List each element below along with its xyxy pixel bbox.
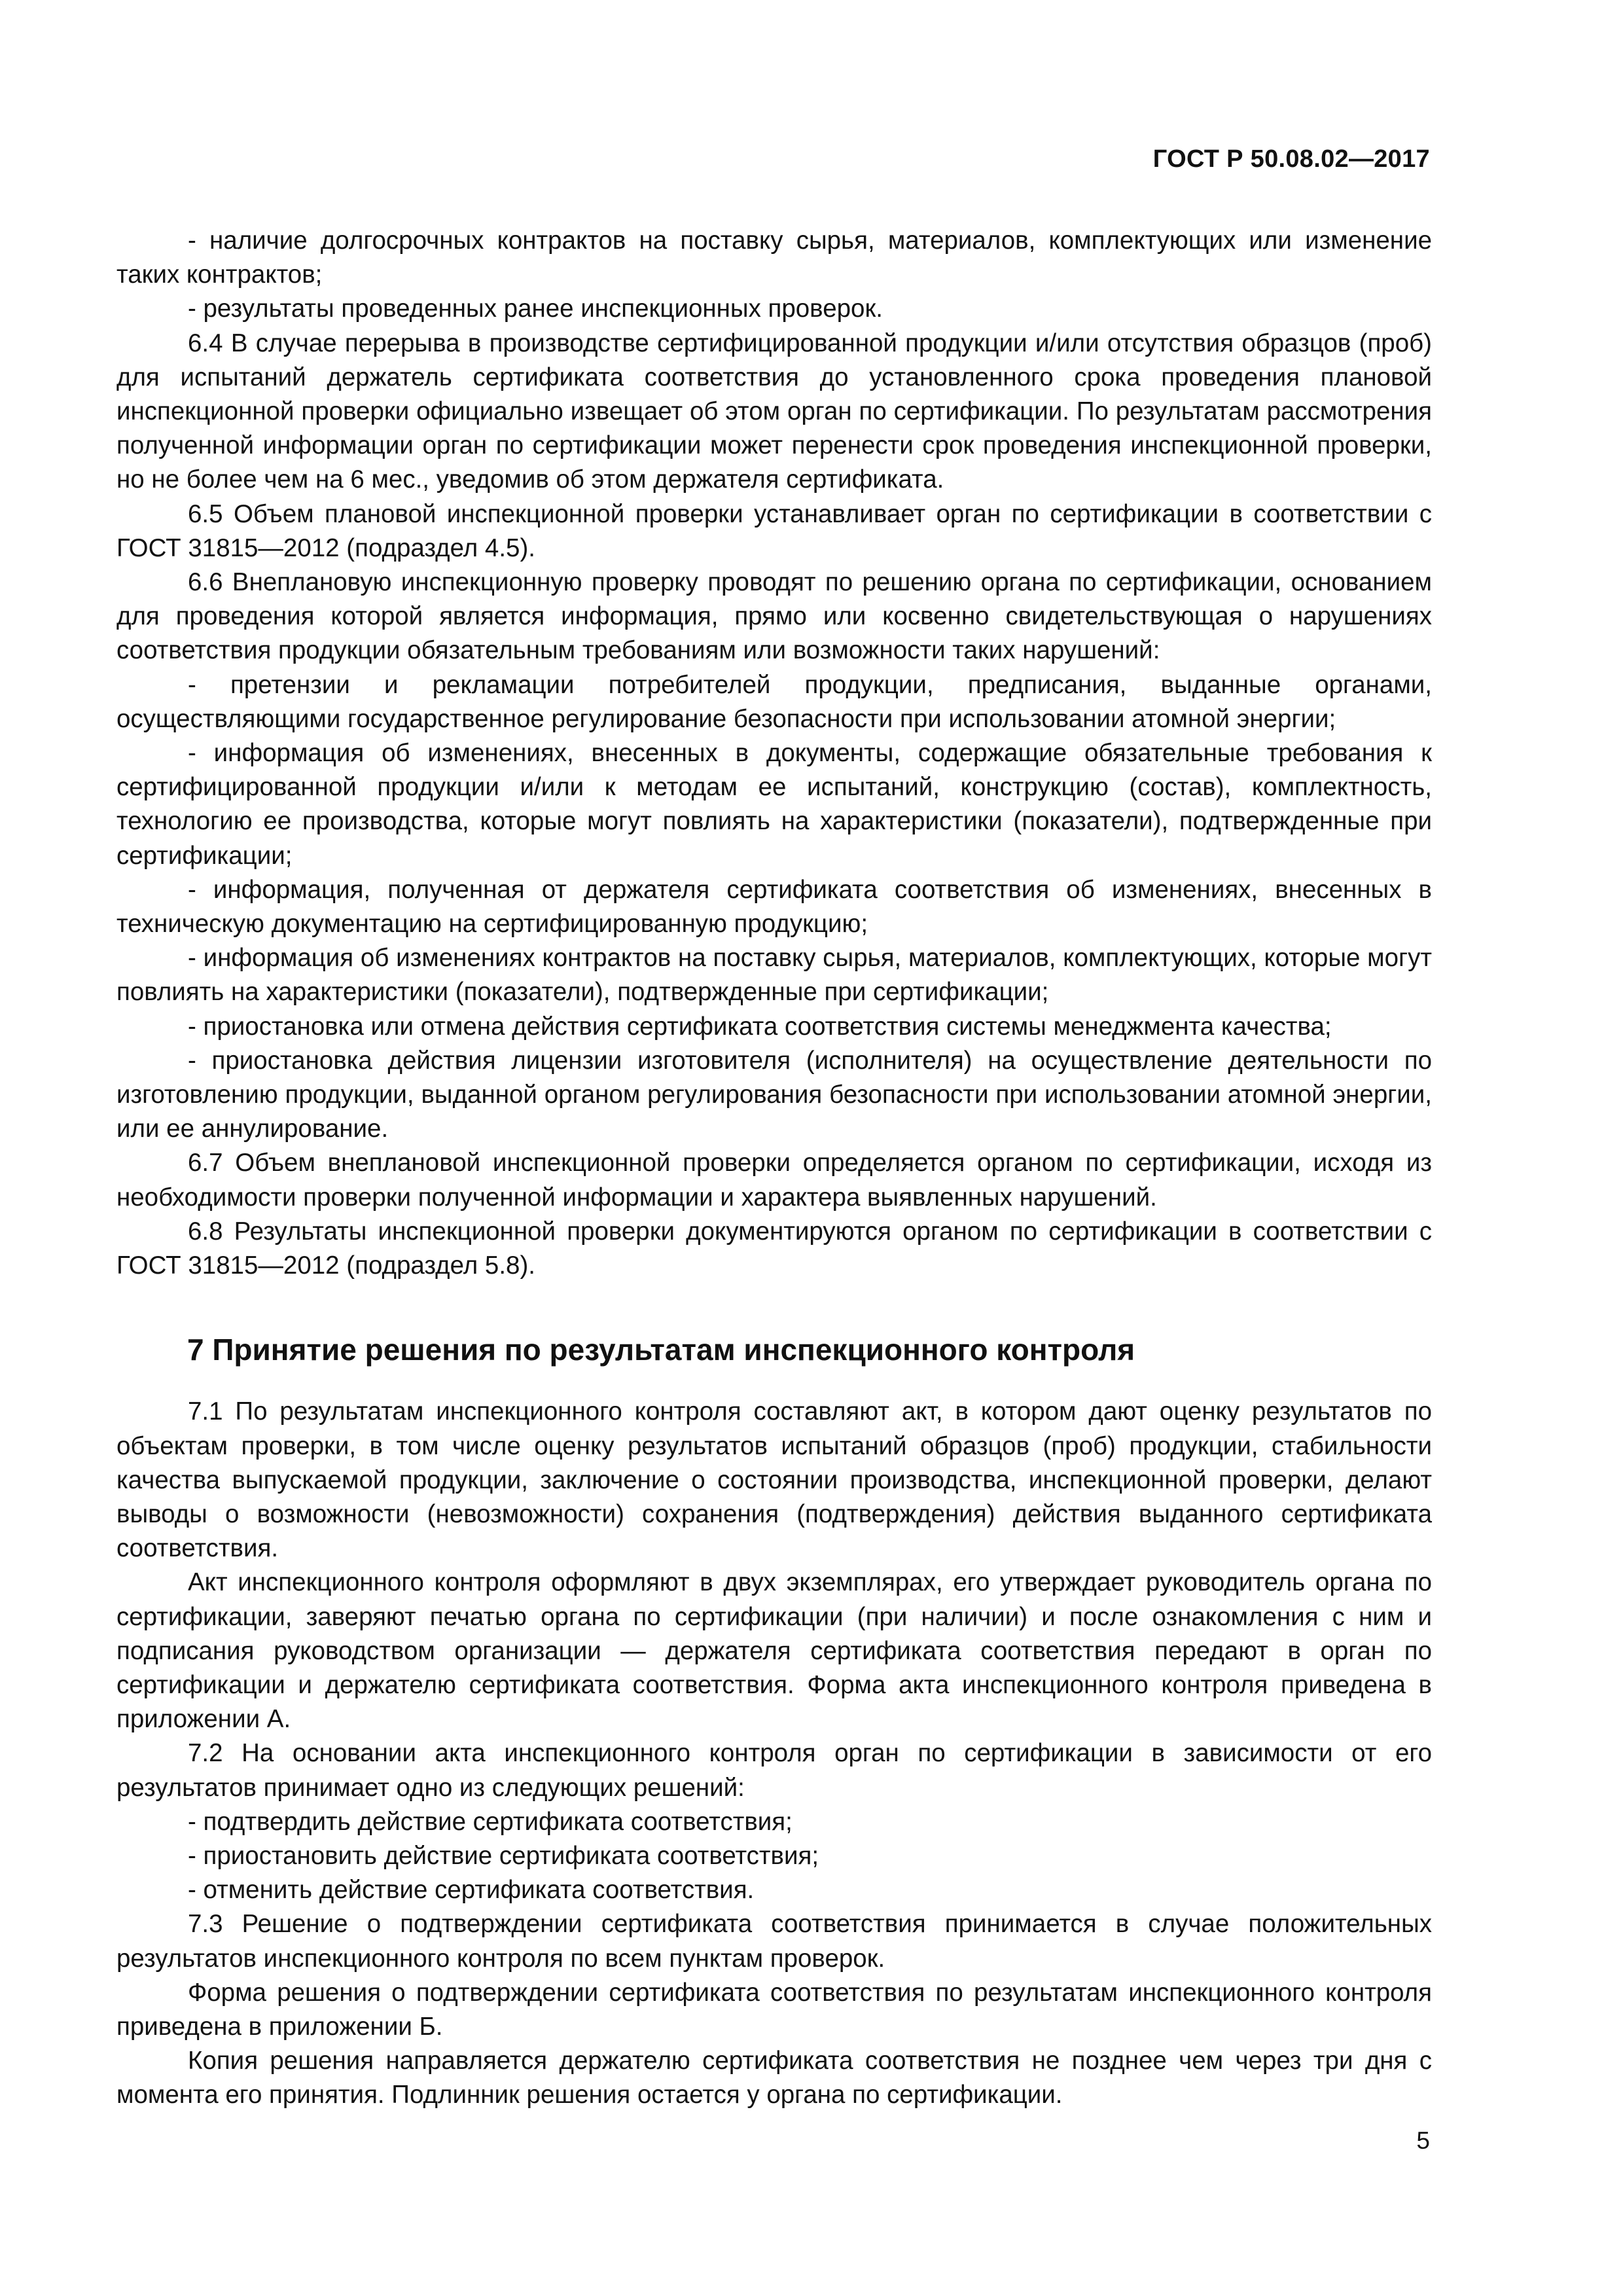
page-number: 5 <box>1416 2127 1430 2154</box>
paragraph-clause-6-4: 6.4 В случае перерыва в производстве сертифицированной продукции и/или отсутствия образцов (проб) для испытаний держатель сертификата соответствия до установленного срока проведения плановой инспекционной проверки официально извещает об этом орган по сертификации. По результатам рассмотрения полученной информации орган по сертификации может перенести срок проведения инспекционной проверки, но не более чем на 6 мес., уведомив об этом держателя сертификата. <box>116 329 1432 494</box>
list-item: - приостановка действия лицензии изготовителя (исполнителя) на осуществление деятельности по изготовлению продукции, выданной органом регулирования безопасности при использовании атомной энергии, или ее аннулирование. <box>116 1046 1432 1143</box>
list-item: - информация, полученная от держателя сертификата соответствия об изменениях, внесенных в техническую документацию на сертифицированную продукцию; <box>116 875 1432 939</box>
list-item: - приостановка или отмена действия сертификата соответствия системы менеджмента качества; <box>188 1012 1332 1041</box>
paragraph: - результаты проведенных ранее инспекционных проверок. <box>188 295 883 323</box>
list-item: - информация об изменениях контрактов на поставку сырья, материалов, комплектующих, которые могут повлиять на характеристики (показатели), подтвержденные при сертификации; <box>116 944 1432 1007</box>
paragraph: Копия решения направляется держателю сертификата соответствия не позднее чем через три дня с момента его принятия. Подлинник решения остается у органа по сертификации. <box>116 2047 1432 2109</box>
paragraph-clause-6-7: 6.7 Объем внеплановой инспекционной проверки определяется органом по сертификации, исходя из необходимости проверки полученной информации и характера выявленных нарушений. <box>116 1149 1432 1211</box>
paragraph: Акт инспекционного контроля оформляют в двух экземплярах, его утверждает руководитель органа по сертификации, заверяют печатью органа по сертификации (при наличии) и после ознакомления с ним и подписания руководством организации — держателя сертификата соответствия передают в орган по сертификации и держателю сертификата соответствия. Форма акта инспекционного контроля приведена в приложении А. <box>116 1568 1432 1734</box>
list-item: - претензии и рекламации потребителей продукции, предписания, выданные органами, осуществляющими государственное регулирование безопасности при использовании атомной энергии; <box>116 670 1432 733</box>
list-item: - приостановить действие сертификата соответствия; <box>188 1841 819 1870</box>
paragraph-clause-6-6: 6.6 Внеплановую инспекционную проверку проводят по решению органа по сертификации, основанием для проведения которой является информация, прямо или косвенно свидетельствующая о нарушениях соответствия продукции обязательным требованиям или возможности таких нарушений: <box>116 568 1432 665</box>
paragraph-clause-7-2: 7.2 На основании акта инспекционного контроля орган по сертификации в зависимости от его результатов принимает одно из следующих решений: <box>116 1739 1432 1802</box>
section-7-heading: 7 Принятие решения по результатам инспекционного контроля <box>187 1333 1135 1367</box>
paragraph: Форма решения о подтверждении сертификата соответствия по результатам инспекционного контроля приведена в приложении Б. <box>116 1978 1432 2041</box>
list-item: - подтвердить действие сертификата соответствия; <box>188 1807 793 1836</box>
paragraph-clause-6-8: 6.8 Результаты инспекционной проверки документируются органом по сертификации в соответствии с ГОСТ 31815—2012 (подраздел 5.8). <box>116 1217 1432 1280</box>
paragraph-clause-7-1: 7.1 По результатам инспекционного контроля составляют акт, в котором дают оценку результатов по объектам проверки, в том числе оценку результатов испытаний образцов (проб) продукции, стабильности качества выпускаемой продукции, заключение о состоянии производства, инспекционной проверки, делают выводы о возможности (невозможности) сохранения (подтверждения) действия выданного сертификата соответствия. <box>116 1397 1432 1563</box>
document-body <box>116 224 1432 2113</box>
paragraph-clause-7-3: 7.3 Решение о подтверждении сертификата соответствия принимается в случае положительных результатов инспекционного контроля по всем пунктам проверок. <box>116 1910 1432 1973</box>
paragraph-clause-6-5: 6.5 Объем плановой инспекционной проверки устанавливает орган по сертификации в соответствии с ГОСТ 31815—2012 (подраздел 4.5). <box>116 499 1432 562</box>
list-item: - информация об изменениях, внесенных в документы, содержащие обязательные требования к сертифицированной продукции и/или к методам ее испытаний, конструкцию (состав), комплектность, технологию ее производства, которые могут повлиять на характеристики (показатели), подтвержденные при сертификации; <box>116 739 1432 870</box>
paragraph: - наличие долгосрочных контрактов на поставку сырья, материалов, комплектующих или изменение таких контрактов; <box>116 226 1432 289</box>
list-item: - отменить действие сертификата соответствия. <box>188 1876 755 1905</box>
document-code: ГОСТ Р 50.08.02—2017 <box>1152 145 1430 173</box>
